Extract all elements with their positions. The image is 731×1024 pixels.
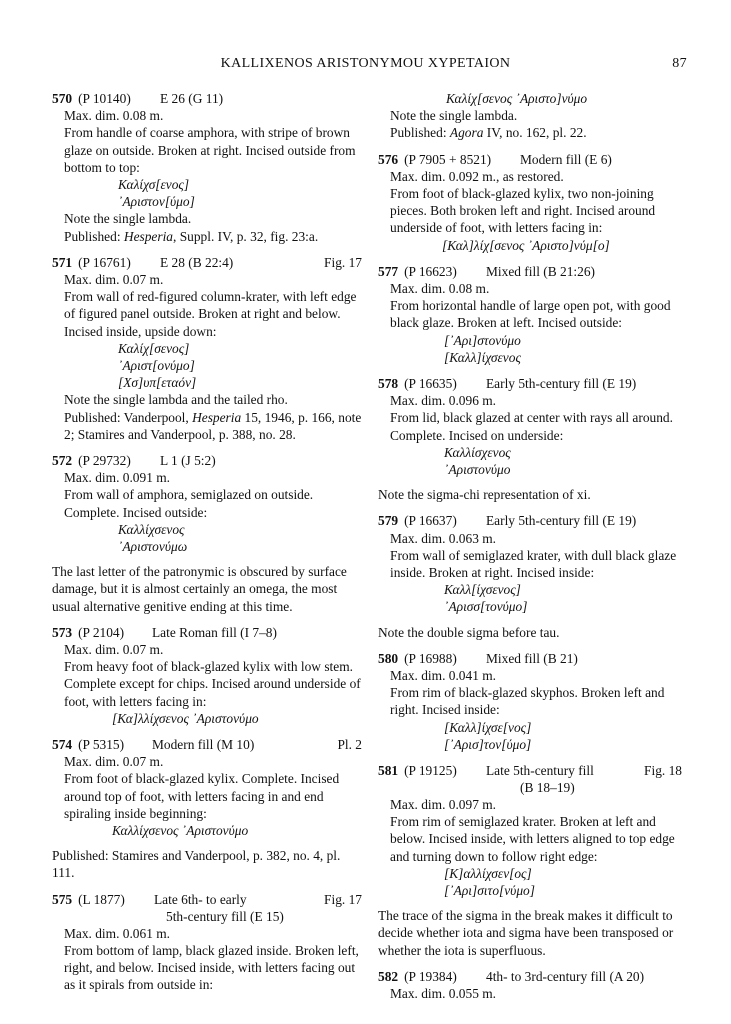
entry-heading <box>378 650 682 667</box>
inscription-line: [Καλ]λίχ[σενος ᾿Αριστο]νύμ[ο] <box>442 237 610 253</box>
inventory-number: (P 19125) <box>404 763 457 779</box>
inscription-line: ᾿Αριστον[ύμο] <box>118 194 195 210</box>
description: From horizontal handle of large open pot, with good black glaze. Broken at left. Incised outside: <box>390 298 671 331</box>
deposit-context: Early 5th-century fill (E 19) <box>486 376 637 392</box>
entry-heading <box>378 263 682 280</box>
entry-heading <box>52 736 362 753</box>
catalog-entry-577 <box>378 263 682 366</box>
inscription-line: [Κα]λλίχσενος ᾿Αριστονύμο <box>112 710 259 726</box>
entry-number: 572 <box>52 453 73 469</box>
description: From lid, black glazed at center with rays all around. Complete. Incised on underside: <box>390 410 673 443</box>
catalog-entry-572 <box>52 452 362 615</box>
figure-reference: Fig. 18 <box>644 763 682 779</box>
entry-number: 580 <box>378 650 399 666</box>
series-title: Agora <box>449 125 484 141</box>
inscription-line: ᾿Αριστ[ονύμο] <box>118 358 195 374</box>
entry-number: 581 <box>378 763 399 779</box>
max-dimension: Max. dim. 0.096 m. <box>390 393 497 409</box>
entry-heading <box>52 624 362 641</box>
entry-heading <box>378 762 682 796</box>
max-dimension: Max. dim. 0.055 m. <box>390 986 497 1002</box>
max-dimension: Max. dim. 0.097 m. <box>390 797 497 813</box>
inventory-number: (L 1877) <box>78 891 125 907</box>
max-dimension: Max. dim. 0.07 m. <box>64 272 164 287</box>
inventory-number: (P 16635) <box>404 376 457 392</box>
deposit-context: Mixed fill (B 21) <box>486 650 578 666</box>
entry-number: 571 <box>52 254 73 270</box>
publication-detail: 15, 1946, p. 166, note 2; Stamires and Vanderpool, p. 388, no. 28. <box>64 409 362 442</box>
deposit-context: Early 5th-century fill (E 19) <box>486 513 637 529</box>
deposit-context: E 28 (B 22:4) <box>160 254 234 270</box>
deposit-context: Modern fill (M 10) <box>152 737 255 753</box>
inventory-number: (P 19384) <box>404 968 457 984</box>
inscription-line: [Καλλ]ίχσενος <box>444 349 521 365</box>
deposit-context: Mixed fill (B 21:26) <box>486 263 595 279</box>
inscription-line: Καλίχ[σενος] <box>118 340 190 356</box>
max-dimension: Max. dim. 0.091 m. <box>64 470 171 486</box>
inscription-line: [᾿Αρισ]τον[ύμο] <box>444 736 532 752</box>
inscription <box>64 822 362 839</box>
inscription <box>390 581 682 615</box>
catalog-entry-582 <box>378 968 682 1002</box>
inventory-number: (P 5315) <box>78 737 125 753</box>
deposit-context <box>154 891 284 925</box>
entry-number: 573 <box>52 624 73 640</box>
inventory-number: (P 10140) <box>78 91 131 106</box>
entry-number: 577 <box>378 263 399 279</box>
inscription-line: Καλλ[ίχσενος] <box>444 582 521 598</box>
entry-heading <box>52 891 362 925</box>
right-column <box>378 90 682 1011</box>
entry-number: 579 <box>378 513 399 529</box>
running-title: KALLIXENOS ARISTONYMOU XYPETAION <box>220 56 511 71</box>
inventory-number: (P 7905 + 8521) <box>404 151 492 167</box>
publication-prefix: Published: <box>64 228 124 244</box>
inscription <box>390 444 682 478</box>
description: From rim of semiglazed krater. Broken at left and below. Incised inside, with letters aligned to top edge and turning down to follow right edge: <box>390 814 675 864</box>
catalog-entry-578 <box>378 375 682 503</box>
catalog-entry-575 <box>52 891 362 994</box>
entry-number: 570 <box>52 91 73 106</box>
figure-reference: Fig. 17 <box>324 891 362 907</box>
catalog-entry-573 <box>52 624 362 727</box>
inscription-line: Καλλίσχενος <box>444 444 511 460</box>
max-dimension: Max. dim. 0.08 m. <box>64 108 164 124</box>
figure-reference: Fig. 17 <box>324 254 362 270</box>
deposit-context: Modern fill (E 6) <box>520 151 612 167</box>
deposit-context: L 1 (J 5:2) <box>160 453 216 469</box>
inscription-line: [Καλλ]ίχσε[νος] <box>444 719 532 735</box>
description: From foot of black-glazed kylix. Complete. Incised around top of foot, with letters facing in and end spiraling inside beginning: <box>64 771 340 821</box>
inscription <box>64 340 362 392</box>
max-dimension: Max. dim. 0.07 m. <box>64 642 164 658</box>
deposit-context-line: Late 6th- to early <box>154 891 247 907</box>
entry-heading <box>378 151 682 168</box>
inventory-number: (P 16637) <box>404 513 457 529</box>
note: Note the single lambda and the tailed rho. <box>64 392 288 408</box>
max-dimension: Max. dim. 0.092 m., as restored. <box>390 168 564 184</box>
journal-title: Hesperia <box>123 228 173 244</box>
publication: Published: Stamires and Vanderpool, p. 382, no. 4, pl. 111. <box>52 848 341 881</box>
description: From wall of semiglazed krater, with dull black glaze inside. Broken at right. Incised inside: <box>390 547 677 581</box>
catalog-entry-575-continued <box>378 90 682 142</box>
description: From bottom of lamp, black glazed inside. Broken left, right, and below. Incised inside, with letters facing out as it spirals from outside in: <box>64 942 359 993</box>
entry-heading <box>52 452 362 469</box>
entry-heading <box>52 90 362 107</box>
inscription <box>64 710 362 727</box>
publication-prefix: Published: <box>390 125 450 141</box>
max-dimension: Max. dim. 0.08 m. <box>390 281 490 296</box>
description: From handle of coarse amphora, with stripe of brown glaze on outside. Broken at right. Incised outside from bottom to top: <box>64 125 356 175</box>
description: From foot of black-glazed kylix, two non-joining pieces. Both broken left and right. Incised around underside of foot, with letters facing in: <box>390 186 656 236</box>
note: The trace of the sigma in the break makes it difficult to decide whether iota and sigma have been transposed or whether the iota is superfluous. <box>378 908 674 958</box>
page-number: 87 <box>672 56 687 71</box>
description: From rim of black-glazed skyphos. Broken left and right. Incised inside: <box>390 685 665 718</box>
note: Note the sigma-chi representation of xi. <box>378 487 591 503</box>
journal-title: Hesperia <box>192 409 242 425</box>
entry-number: 575 <box>52 891 73 907</box>
running-header <box>0 56 731 78</box>
inscription-line: Καλλίχσενος ᾿Αριστονύμο <box>112 823 249 839</box>
inscription-line: ᾿Αριστονύμο <box>444 462 511 478</box>
deposit-context: 4th- to 3rd-century fill (A 20) <box>486 968 645 984</box>
plate-reference: Pl. 2 <box>337 737 362 753</box>
deposit-context-line: Late 5th-century fill <box>486 763 594 779</box>
entry-number: 574 <box>52 737 73 753</box>
note: The last letter of the patronymic is obscured by surface damage, but it is almost certainly an omega, the most usual alternative genitive ending at this time. <box>52 564 347 614</box>
entry-heading <box>378 375 682 392</box>
inscription-line: [᾿Αρι]σιτο[νύμο] <box>444 883 535 899</box>
entry-heading <box>378 512 682 529</box>
publication <box>64 228 362 245</box>
note: Note the double sigma before tau. <box>378 624 560 640</box>
inscription <box>378 90 682 107</box>
catalog-entry-574 <box>52 736 362 882</box>
inscription <box>64 176 362 210</box>
inventory-number: (P 16988) <box>404 650 457 666</box>
inventory-number: (P 16623) <box>404 263 457 279</box>
entry-heading <box>378 968 682 985</box>
description: From wall of amphora, semiglazed on outside. Complete. Incised outside: <box>64 487 314 520</box>
inscription-line: ᾿Αριστονύμω <box>118 539 188 555</box>
inscription <box>390 332 682 366</box>
catalog-entry-571 <box>52 254 362 443</box>
entry-number: 582 <box>378 968 399 984</box>
publication-detail: IV, no. 162, pl. 22. <box>483 125 587 141</box>
entry-number: 578 <box>378 376 399 392</box>
catalog-entry-570 <box>52 90 362 245</box>
inventory-number: (P 16761) <box>78 254 131 270</box>
catalog-entry-576 <box>378 151 682 254</box>
max-dimension: Max. dim. 0.07 m. <box>64 754 164 770</box>
deposit-context: Late Roman fill (I 7–8) <box>152 624 277 640</box>
max-dimension: Max. dim. 0.063 m. <box>390 530 497 546</box>
entry-number: 576 <box>378 151 399 167</box>
deposit-context <box>486 762 594 796</box>
description: From wall of red-figured column-krater, with left edge of figured panel outside. Broken at right and below. Incised inside, upside down: <box>64 289 357 339</box>
publication-prefix: Published: Vanderpool, <box>64 409 193 425</box>
catalog-entry-581 <box>378 762 682 959</box>
inventory-number: (P 29732) <box>78 453 131 469</box>
inscription <box>390 719 682 753</box>
entry-heading <box>52 254 362 271</box>
catalog-entry-580 <box>378 650 682 753</box>
publication <box>64 409 362 443</box>
inscription <box>64 521 362 555</box>
publication-detail: , Suppl. IV, p. 32, fig. 23:a. <box>173 228 319 244</box>
inscription <box>390 237 682 254</box>
catalog-entry-579 <box>378 512 682 640</box>
inscription-line: Καλίχσ[ενος] <box>118 177 190 192</box>
inventory-number: (P 2104) <box>78 624 125 640</box>
note: Note the single lambda. <box>390 108 518 124</box>
inscription-line: [Κ]αλλίχσεν[ος] <box>444 865 532 881</box>
deposit-context-line: 5th-century fill (E 15) <box>166 908 284 924</box>
inscription-line: ᾿Αρισσ[τονύμο] <box>444 599 528 615</box>
deposit-context: E 26 (G 11) <box>160 91 224 106</box>
max-dimension: Max. dim. 0.041 m. <box>390 668 497 684</box>
publication <box>390 124 682 141</box>
inscription-line: Καλίχ[σενος ᾿Αριστο]νύμο <box>446 91 588 106</box>
deposit-context-line: (B 18–19) <box>520 780 575 796</box>
inscription-line: [᾿Αρι]στονύμο <box>444 332 521 348</box>
description: From heavy foot of black-glazed kylix with low stem. Complete except for chips. Incised around underside of foot, with letters facing in: <box>64 659 361 709</box>
inscription-line: [Χσ]υπ[εταόν] <box>118 375 197 391</box>
max-dimension: Max. dim. 0.061 m. <box>64 925 171 941</box>
note: Note the single lambda. <box>64 211 192 227</box>
inscription <box>390 865 682 899</box>
inscription-line: Καλλίχσενος <box>118 521 185 537</box>
left-column <box>52 90 362 1002</box>
